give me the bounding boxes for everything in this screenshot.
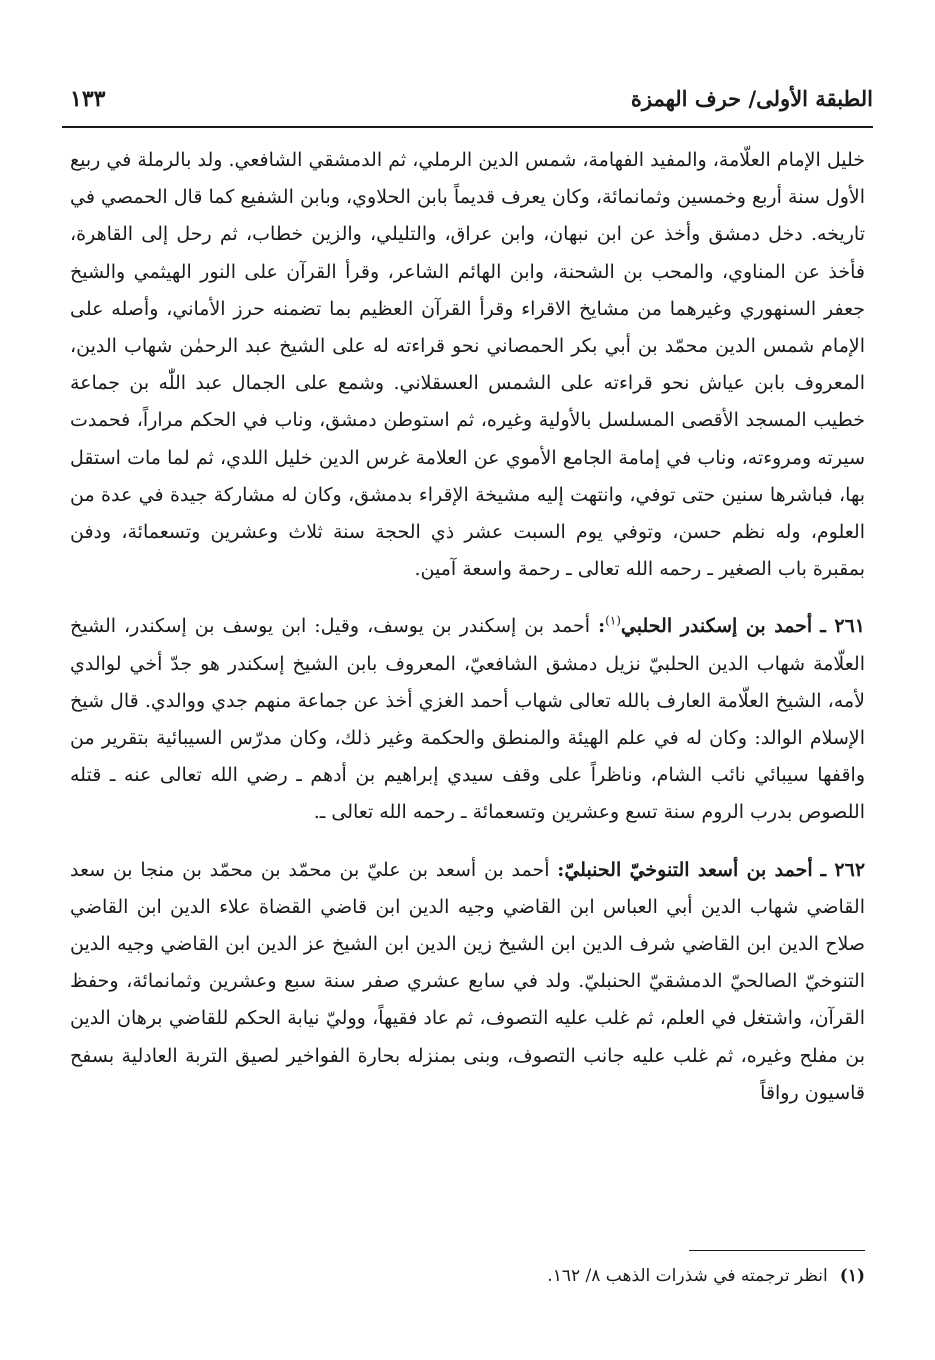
entry-number: ٢٦٢ ـ bbox=[820, 858, 866, 881]
entry-colon: : bbox=[557, 858, 565, 881]
page-header bbox=[62, 86, 873, 122]
page-number: ١٣٣ bbox=[70, 86, 106, 112]
footnote bbox=[70, 1266, 865, 1286]
footnotes bbox=[70, 1266, 865, 1286]
header-rule bbox=[62, 126, 873, 128]
footnote-rule bbox=[689, 1250, 865, 1251]
continuation-paragraph: خليل الإمام العلّامة، والمفيد الفهامة، شمس الدين الرملي، ثم الدمشقي الشافعي. ولد بالرملة في ربيع الأول سنة أربع وخمسين وثمانمائة، وكان يعرف قديماً بابن الحلاوي، وبابن الشفيع كما قال الحمصي في تاريخه. دخل دمشق وأخذ عن ابن نبهان، وابن عراق، والتليلي، والزين خطاب، ثم رحل إلى القاهرة، فأخذ عن المناوي، والمحب بن الشحنة، وابن الهائم الشاعر، وقرأ القرآن على النور الهيثمي والشيخ جعفر السنهوري وغيرهما من مشايخ الاقراء وقرأ القرآن العظيم بما تضمنه حرز الأماني، وأصله على الإمام شمس الدين محمّد بن أبي بكر الحمصاني نحو قراءته له على الشيخ عبد الرحمٰن شهاب الدين، المعروف بابن عياش نحو قراءته على الشمس العسقلاني. وشمع على الجمال عبد اللّٰه بن جماعة خطيب المسجد الأقصى المسلسل بالأولية وغيره، ثم استوطن دمشق، وناب في الحكم مراراً، فحمدت سيرته ومروءته، وناب في إمامة الجامع الأموي عن العلامة غرس الدين خليل اللدي، ثم لما مات استقل بها، فباشرها سنين حتى توفي، وانتهت إليه مشيخة الإقراء بدمشق، وكان له مشاركة جيدة في عدة من العلوم، وله نظم حسن، وتوفي يوم السبت عشر ذي الحجة سنة ثلاث وعشرين وتسعمائة، ودفن بمقبرة باب الصغير ـ رحمه الله تعالى ـ رحمة واسعة آمين. bbox=[70, 149, 865, 581]
page-body bbox=[70, 142, 865, 1112]
entry-262 bbox=[70, 852, 865, 1112]
entry-colon: : bbox=[598, 615, 606, 638]
entry-text: أحمد بن أسعد بن عليّ بن محمّد بن محمّد بن منجا بن سعد القاضي شهاب الدين أبي العباس ابن القاضي وجيه الدين ابن قاضي القضاة علاء الدين ابن القاضي صلاح الدين ابن القاضي شرف الدين ابن الشيخ زين الدين ابن الشيخ عز الدين ابن القاضي وجيه الدين التنوخيّ الصالحيّ الدمشقيّ الحنبليّ. ولد في سابع عشري صفر سنة سبع وعشرين وثمانمائة، وحفظ القرآن، واشتغل في العلم، ثم غلب عليه التصوف، ثم عاد فقيهاً، ووليّ نيابة الحكم للقاضي برهان الدين بن مفلح وغيره، ثم غلب عليه جانب التصوف، وبنى بمنزله بحارة الفواخير لصيق التربة العادلية بسفح قاسيون رواقاً bbox=[70, 858, 865, 1104]
running-title: الطبقة الأولى/ حرف الهمزة bbox=[630, 86, 873, 111]
entry-number: ٢٦١ ـ bbox=[820, 615, 866, 638]
entry-name: أحمد بن إسكندر الحلبي bbox=[620, 615, 813, 638]
entry-name: أحمد بن أسعد التنوخيّ الحنبليّ bbox=[564, 858, 813, 881]
footnote-reference: (١) bbox=[605, 614, 621, 629]
entry-text: أحمد بن إسكندر بن يوسف، وقيل: ابن يوسف بن إسكندر، الشيخ العلّامة شهاب الدين الحلبيّ نزيل دمشق الشافعيّ، المعروف بابن الشيخ إسكندر هو جدّ أخي لوالدي لأمه، الشيخ العلّامة العارف بالله تعالى شهاب أحمد الغزي أخذ عن جماعة منهم جدي ووالدي. قال شيخ الإسلام الوالد: وكان له في علم الهيئة والمنطق والحكمة وغير ذلك، وكان مدرّس السيبائية بتقرير من واقفها سيبائي نائب الشام، وناظراً على وقف سيدي إبراهيم بن أدهم ـ رضي الله تعالى عنه ـ قتله اللصوص بدرب الروم سنة تسع وعشرين وتسعمائة ـ رحمه الله تعالى ـ. bbox=[70, 615, 865, 824]
entry-261 bbox=[70, 608, 865, 831]
footnote-marker: (١) bbox=[839, 1266, 865, 1286]
footnote-text: انظر ترجمته في شذرات الذهب ٨/ ١٦٢. bbox=[547, 1266, 828, 1286]
